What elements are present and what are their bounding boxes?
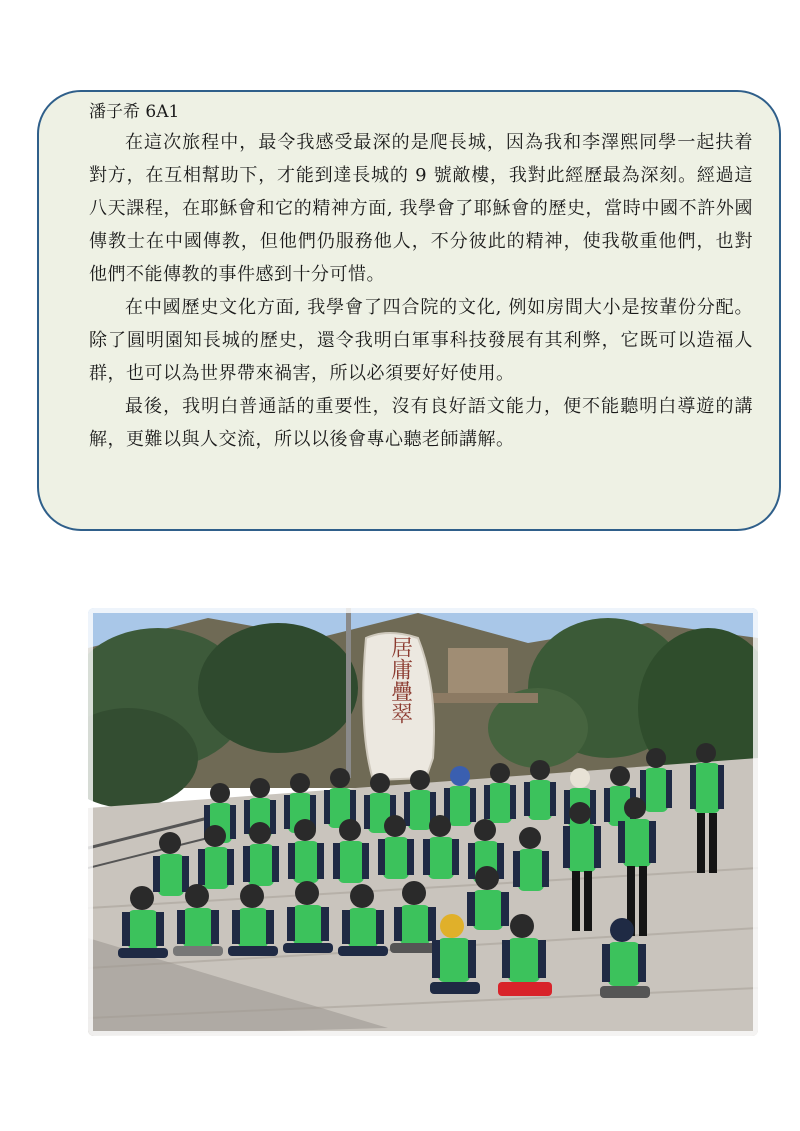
watchtower bbox=[448, 648, 508, 693]
group-photo-illustration bbox=[88, 608, 758, 1036]
lamp-post bbox=[346, 608, 351, 778]
essay-paragraph-1: 在這次旅程中，最令我感受最深的是爬長城，因為我和李澤熙同學一起扶着對方，在互相幫助下，才能到達長城的 9 號敵樓，我對此經歷最為深刻。經過這八天課程，在耶穌會和它的精神方面, 我學會了耶穌會的歷史，當時中國不許外國傳教士在中國傳教，但他們仍服務他人，不分彼此的精神，使我敬重他們，也對他們不能傳教的事件感到十分可惜。 bbox=[89, 132, 753, 285]
essay-box bbox=[37, 90, 781, 531]
stone-inscription: 居庸疊翠 bbox=[387, 636, 413, 724]
group-photo bbox=[88, 608, 758, 1036]
essay-paragraph-2: 在中國歷史文化方面, 我學會了四合院的文化, 例如房間大小是按輩份分配。除了圓明園知長城的歷史，還令我明白軍事科技發展有其利弊，它既可以造福人群，也可以為世界帶來禍害，所以必須要好好使用。 bbox=[89, 297, 753, 384]
essay-paragraph-3: 最後，我明白普通話的重要性，沒有良好語文能力，便不能聽明白導遊的講解，更難以與人交流，所以以後會專心聽老師講解。 bbox=[89, 396, 753, 450]
author-line: 潘子希 6A1 bbox=[89, 102, 180, 122]
